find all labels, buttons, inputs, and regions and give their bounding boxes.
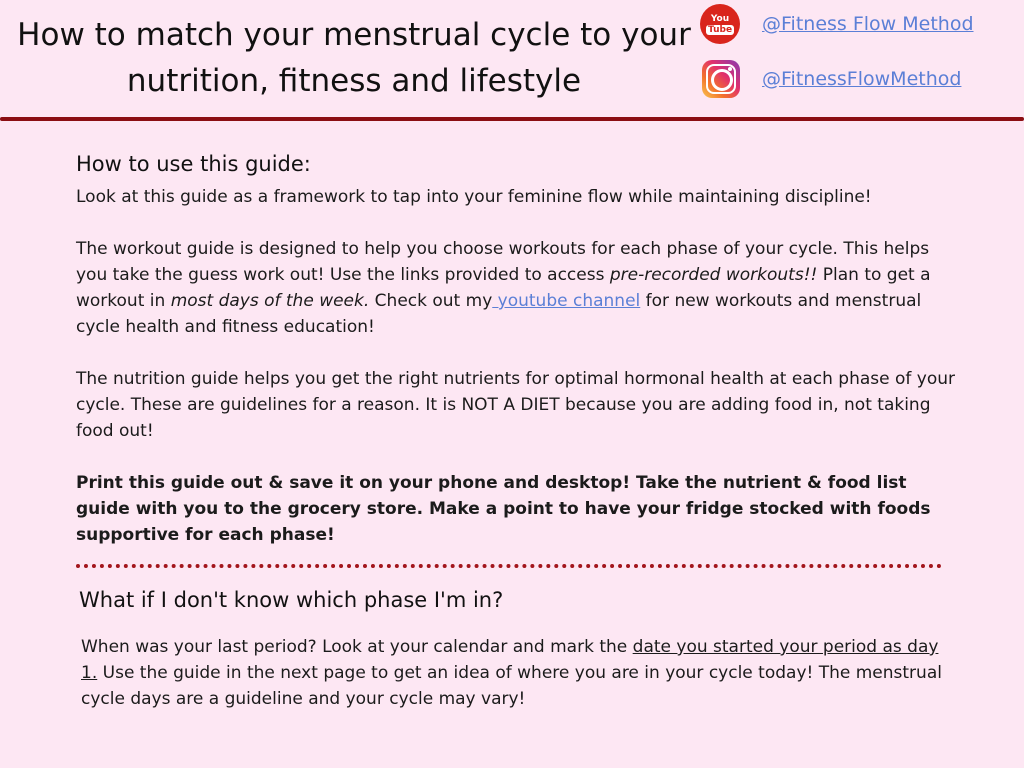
guide-paragraph-1: Look at this guide as a framework to tap into your feminine flow while maintaining discipline!	[76, 187, 872, 207]
instagram-icon[interactable]	[702, 60, 740, 98]
phase-paragraph	[81, 634, 956, 712]
instagram-icon-lens	[711, 69, 733, 91]
p2-emphasis-1: pre-recorded workouts!!	[609, 265, 818, 285]
phase-text-b: Use the guide in the next page to get an idea of where you are in your cycle today! The menstrual cycle days are a guideline and your cycle may vary!	[81, 663, 942, 709]
youtube-channel-link[interactable]: youtube channel	[492, 291, 641, 311]
p2-text-b: Plan to get a workout in	[76, 265, 931, 311]
phase-text-underlined: date you started your period as day 1.	[81, 637, 939, 683]
p2-text-d: for new workouts and menstrual cycle health and fitness education!	[76, 291, 922, 337]
youtube-icon-text-bottom: Tube	[707, 24, 733, 35]
guide-paragraph-3: The nutrition guide helps you get the right nutrients for optimal hormonal health at each phase of your cycle. These are guidelines for a reason. It is NOT A DIET because you are adding food in, not taking food out!	[76, 369, 955, 441]
youtube-social[interactable]	[700, 4, 974, 44]
youtube-icon[interactable]	[700, 4, 740, 44]
p2-text-a: The workout guide is designed to help you choose workouts for each phase of your cycle. This helps you take the guess work out! Use the links provided to access	[76, 239, 930, 285]
header-divider	[0, 117, 1024, 121]
instagram-social[interactable]	[702, 60, 961, 98]
youtube-icon-text-top: You	[710, 13, 730, 24]
phase-text-a: When was your last period? Look at your calendar and mark the	[81, 637, 633, 657]
guide-heading: How to use this guide:	[76, 152, 311, 176]
youtube-handle-link[interactable]: @Fitness Flow Method	[762, 13, 974, 35]
main-content	[76, 152, 956, 712]
p2-text-c: Check out my	[369, 291, 493, 311]
instagram-handle-link[interactable]: @FitnessFlowMethod	[762, 68, 962, 90]
phase-heading: What if I don't know which phase I'm in?	[79, 588, 504, 612]
guide-paragraph-2	[76, 236, 956, 340]
dotted-divider	[76, 564, 942, 568]
guide-paragraph-4: Print this guide out & save it on your phone and desktop! Take the nutrient & food list guide with you to the grocery store. Make a point to have your fridge stocked with foods supportive for each phase!	[76, 473, 931, 545]
p2-emphasis-2: most days of the week.	[170, 291, 370, 311]
instagram-icon-dot	[728, 67, 732, 71]
page-title: How to match your menstrual cycle to your nutrition, fitness and lifestyle	[17, 17, 691, 99]
